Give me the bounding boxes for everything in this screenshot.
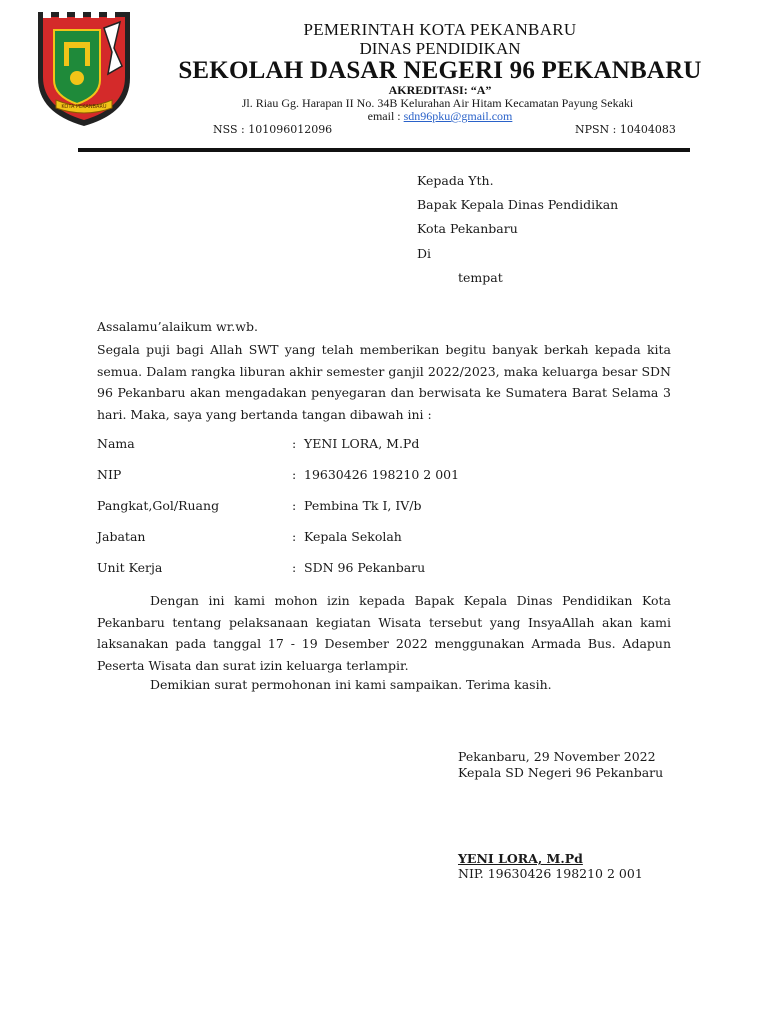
signatory-nip: NIP. 19630426 198210 2 001 [458,866,643,881]
identity-value: Kepala Sekolah [304,529,402,544]
email-line [140,109,740,124]
school-address: Jl. Riau Gg. Harapan II No. 34B Kelurahan Air Hitam Kecamatan Payung Sekaki [241,96,634,110]
npsn-number: NPSN : 10404083 [575,123,676,136]
school-name: SEKOLAH DASAR NEGERI 96 PEKANBARU [178,57,702,84]
email-label: email : [367,109,401,123]
gov-heading: PEMERINTAH KOTA PEKANBARU [303,20,577,39]
recipient-line-5: tempat [458,270,503,285]
identity-label: Pangkat,Gol/Ruang [97,498,220,513]
recipient-line-4: Di [417,246,432,261]
pekanbaru-city-emblem [34,8,134,128]
closing-sentence: Demikian surat permohonan ini kami sampaikan. Terima kasih. [150,677,552,692]
identity-colon: : [292,498,297,513]
signature-position: Kepala SD Negeri 96 Pekanbaru [458,765,664,780]
paragraph-request: Dengan ini kami mohon izin kepada Bapak Kepala Dinas Pendidikan Kota Pekanbaru tentang pelaksanaan kegiatan Wisata tersebut yang InsyaAllah akan kami laksanakan pada tanggal 17 - 19 Desember 2022 menggunakan Armada Bus. Adapun Peserta Wisata dan surat izin keluarga terlampir. [97,593,671,673]
identity-colon: : [292,560,297,575]
identity-label: NIP [97,467,122,482]
identity-colon: : [292,467,297,482]
email-link[interactable]: sdn96pku@gmail.com [403,109,513,123]
logo-banner-text: KOTA PEKANBARU [61,104,107,110]
signatory-name: YENI LORA, M.Pd [458,851,583,866]
accreditation: AKREDITASI: “A” [388,83,492,97]
identity-label: Jabatan [97,529,146,544]
identity-value: 19630426 198210 2 001 [304,467,460,482]
recipient-line-2: Bapak Kepala Dinas Pendidikan [417,197,619,212]
identity-value: Pembina Tk I, IV/b [304,498,422,513]
recipient-line-1: Kepada Yth. [417,173,494,188]
recipient-line-3: Kota Pekanbaru [417,221,518,236]
signature-place-date: Pekanbaru, 29 November 2022 [458,749,656,764]
letterhead-divider [78,148,690,152]
greeting: Assalamu’alaikum wr.wb. [97,319,258,334]
identity-colon: : [292,529,297,544]
paragraph-intro: Segala puji bagi Allah SWT yang telah memberikan begitu banyak berkah kepada kita semua. Dalam rangka liburan akhir semester ganjil 2022/2023, maka keluarga besar SDN 96 Pekanbaru akan mengadakan penyegaran dan berwisata ke Sumatera Barat Selama 3 hari. Maka, saya yang bertanda tangan dibawah ini : [97,342,671,422]
identity-label: Nama [97,436,135,451]
identity-label: Unit Kerja [97,560,163,575]
identity-colon: : [292,436,297,451]
dept-heading: DINAS PENDIDIKAN [359,39,521,58]
identity-value: SDN 96 Pekanbaru [304,560,426,575]
identity-value: YENI LORA, M.Pd [304,436,420,451]
nss-number: NSS : 101096012096 [213,123,333,136]
